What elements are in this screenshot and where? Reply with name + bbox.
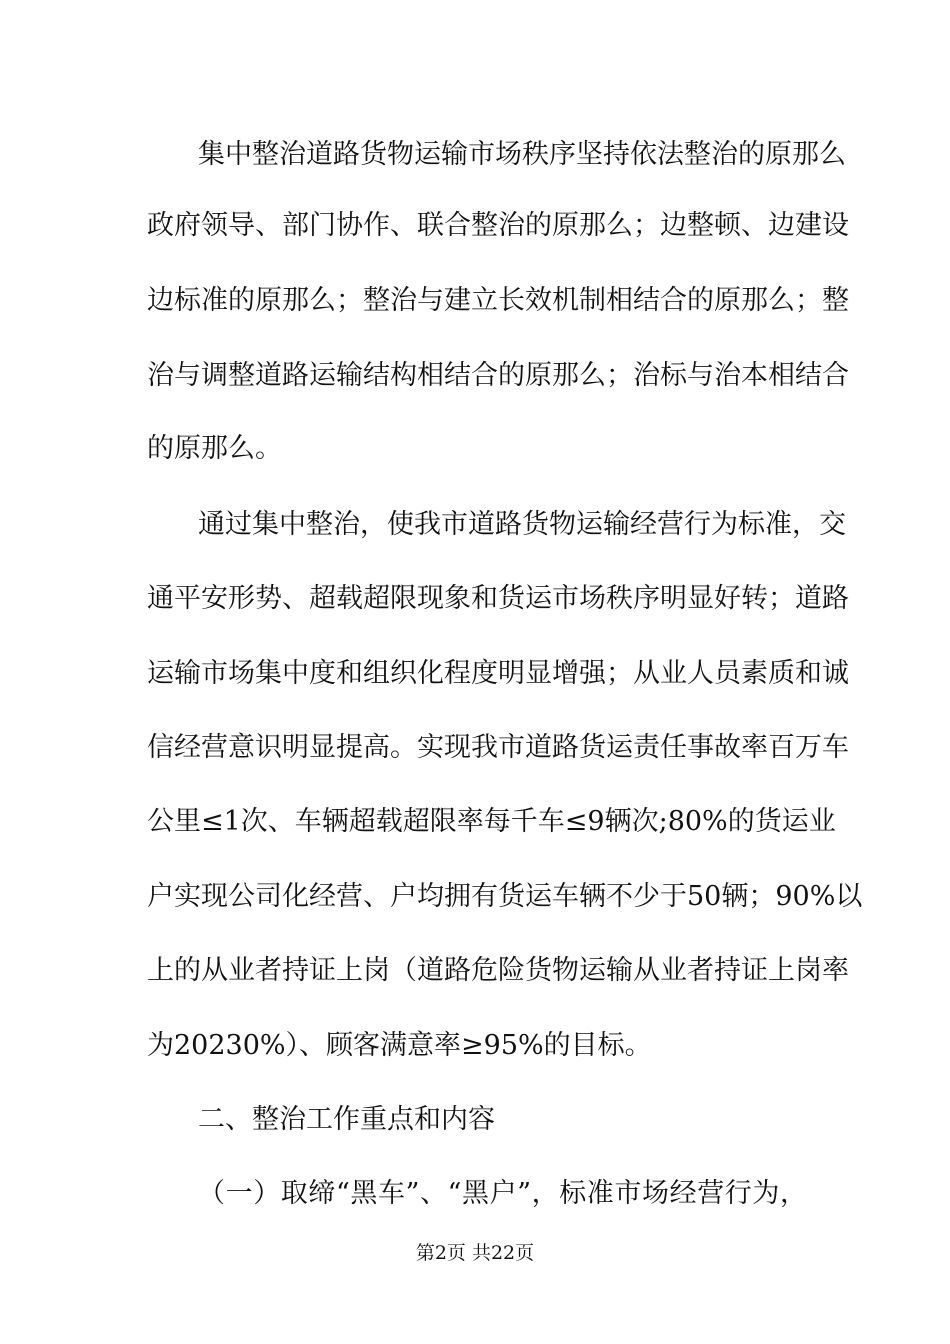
text-line: 户实现公司化经营、户均拥有货运车辆不少于50辆；90%以	[147, 881, 863, 912]
text-line: 通平安形势、超载超限现象和货运市场秩序明显好转；道路	[147, 583, 849, 614]
page-number: 第2页 共22页	[415, 1242, 535, 1264]
text-line: 政府领导、部门协作、联合整治的原那么；边整顿、边建设	[147, 210, 849, 241]
text-line: 上的从业者持证上岗（道路危险货物运输从业者持证上岗率	[147, 955, 849, 986]
text-line: 信经营意识明显提高。实现我市道路货运责任事故率百万车	[147, 732, 849, 763]
section-heading: 二、整治工作重点和内容	[198, 1104, 495, 1135]
text-line: 的原那么。	[147, 433, 282, 464]
text-line: 边标准的原那么；整治与建立长效机制相结合的原那么；整	[147, 285, 849, 316]
text-line: 公里≤1次、车辆超载超限率每千车≤9辆次;80%的货运业	[147, 806, 836, 837]
text-line: 通过集中整治，使我市道路货物运输经营行为标准，交	[198, 509, 846, 540]
text-line: 集中整治道路货物运输市场秩序坚持依法整治的原那么	[198, 139, 846, 170]
text-line: 运输市场集中度和组织化程度明显增强；从业人员素质和诚	[147, 658, 849, 689]
text-line: 治与调整道路运输结构相结合的原那么；治标与治本相结合	[147, 360, 849, 391]
text-line: 为20230%）、顾客满意率≥95%的目标。	[147, 1030, 652, 1061]
subsection-line: （一）取缔“黑车”、“黑户”，标准市场经营行为，	[198, 1178, 807, 1209]
